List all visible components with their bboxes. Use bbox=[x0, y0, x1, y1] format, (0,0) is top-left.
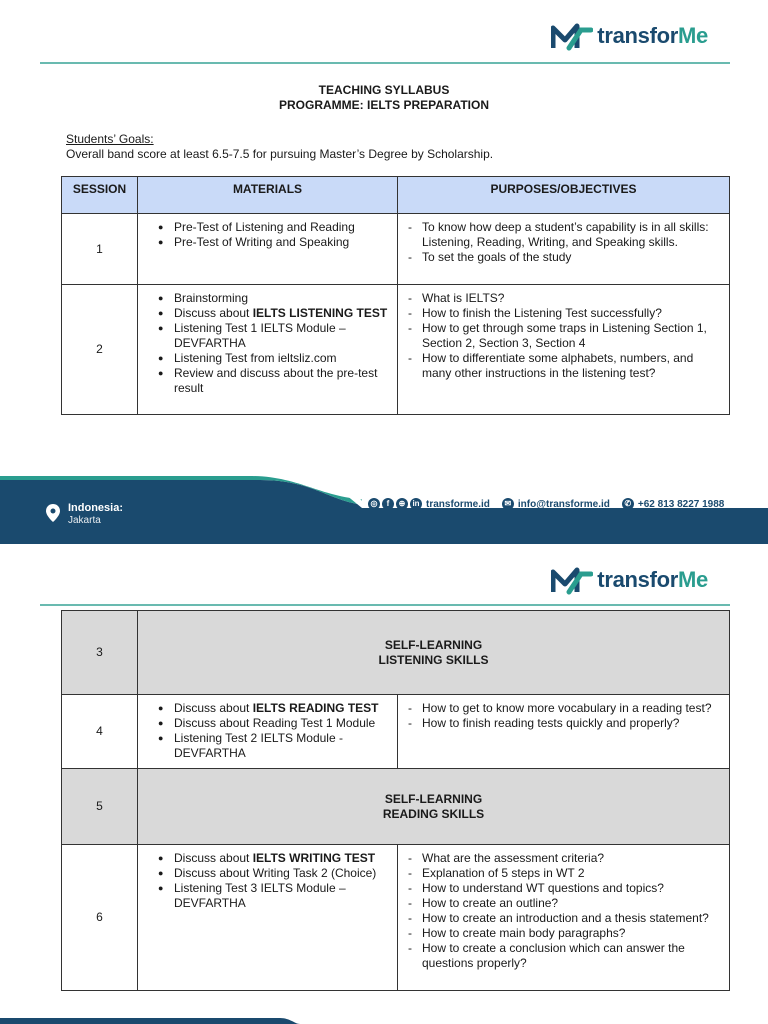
brand-name-accent: Me bbox=[678, 23, 708, 48]
document-page-2 bbox=[0, 544, 768, 1024]
list-item: - How to get to know more vocabulary in a reading test? bbox=[408, 701, 721, 716]
list-item: - How to create an outline? bbox=[408, 896, 721, 911]
list-item: - How to get through some traps in Listening Section 1, Section 2, Section 3, Section 4 bbox=[408, 321, 721, 351]
list-item: ● Discuss about Reading Test 1 Module bbox=[158, 716, 391, 731]
list-item: - How to understand WT questions and topics? bbox=[408, 881, 721, 896]
list-item: - How to finish reading tests quickly and properly? bbox=[408, 716, 721, 731]
location-country: Indonesia: bbox=[68, 502, 124, 514]
list-item: ● Listening Test 3 IELTS Module – DEVFARTHA bbox=[158, 881, 391, 911]
session-number: 3 bbox=[62, 611, 138, 695]
header-objectives: PURPOSES/OBJECTIVES bbox=[398, 177, 730, 214]
self-learning-skill: READING SKILLS bbox=[382, 806, 485, 821]
location-pin-icon bbox=[46, 504, 60, 522]
list-item: ● Listening Test 1 IELTS Module – DEVFARTHA bbox=[158, 321, 391, 351]
list-item-text: Discuss about bbox=[174, 851, 253, 865]
brand-logo bbox=[551, 20, 708, 52]
list-item: - How to differentiate some alphabets, numbers, and many other instructions in the listening test? bbox=[408, 351, 721, 381]
list-item: - To set the goals of the study bbox=[408, 250, 721, 265]
header-divider bbox=[40, 62, 730, 64]
session-number: 6 bbox=[62, 845, 138, 991]
title-line-2: PROGRAMME: IELTS PREPARATION bbox=[279, 98, 489, 112]
list-item-emphasis: IELTS LISTENING TEST bbox=[252, 306, 388, 320]
syllabus-table-part-1 bbox=[61, 176, 730, 415]
brand-name: transfor bbox=[597, 23, 679, 48]
list-item: - What is IELTS? bbox=[408, 291, 721, 306]
self-learning-cell bbox=[138, 611, 730, 695]
objectives-cell bbox=[398, 285, 730, 415]
brand-name: transfor bbox=[597, 567, 679, 592]
header-materials: MATERIALS bbox=[138, 177, 398, 214]
list-item: ● Discuss about Writing Task 2 (Choice) bbox=[158, 866, 391, 881]
table-row bbox=[62, 214, 730, 285]
tm-logo-icon bbox=[551, 564, 593, 596]
phone-number[interactable]: +62 813 8227 1988 bbox=[637, 498, 725, 510]
email-icon: ✉ bbox=[502, 498, 514, 510]
objectives-cell bbox=[398, 845, 730, 991]
email-link[interactable]: info@transforme.id bbox=[517, 498, 610, 510]
session-number: 5 bbox=[62, 769, 138, 845]
list-item: ● Brainstorming bbox=[158, 291, 391, 306]
self-learning-skill: LISTENING SKILLS bbox=[378, 652, 489, 667]
whatsapp-icon: ✆ bbox=[622, 498, 634, 510]
list-item: - How to create main body paragraphs? bbox=[408, 926, 721, 941]
contact-bar bbox=[368, 498, 736, 510]
table-row bbox=[62, 611, 730, 695]
list-item bbox=[158, 306, 391, 321]
table-row bbox=[62, 769, 730, 845]
table-row bbox=[62, 695, 730, 769]
facebook-icon[interactable]: f bbox=[382, 498, 394, 510]
brand-name-accent: Me bbox=[678, 567, 708, 592]
list-item: - Explanation of 5 steps in WT 2 bbox=[408, 866, 721, 881]
social-handle[interactable]: transforme.id bbox=[426, 498, 490, 510]
self-learning-cell bbox=[138, 769, 730, 845]
syllabus-table-part-2 bbox=[61, 610, 730, 991]
bottom-accent-strip bbox=[0, 1018, 300, 1024]
title-line-1: TEACHING SYLLABUS bbox=[318, 83, 450, 97]
list-item: - How to create an introduction and a thesis statement? bbox=[408, 911, 721, 926]
list-item: ● Pre-Test of Listening and Reading bbox=[158, 220, 391, 235]
self-learning-label: SELF-LEARNING bbox=[384, 637, 483, 652]
materials-cell bbox=[138, 285, 398, 415]
list-item: - How to create a conclusion which can answer the questions properly? bbox=[408, 941, 721, 971]
brand-logo bbox=[551, 564, 708, 596]
objectives-cell bbox=[398, 214, 730, 285]
goals-text: Overall band score at least 6.5-7.5 for pursuing Master’s Degree by Scholarship. bbox=[66, 147, 494, 161]
web-icon[interactable]: ⊕ bbox=[396, 498, 408, 510]
location-block bbox=[46, 502, 123, 527]
list-item bbox=[158, 851, 391, 866]
list-item: - What are the assessment criteria? bbox=[408, 851, 721, 866]
students-goals bbox=[66, 132, 493, 162]
list-item-emphasis: IELTS READING TEST bbox=[252, 701, 379, 715]
materials-cell bbox=[138, 845, 398, 991]
list-item: ● Pre-Test of Writing and Speaking bbox=[158, 235, 391, 250]
self-learning-label: SELF-LEARNING bbox=[384, 791, 483, 806]
list-item: - To know how deep a student’s capability is in all skills: Listening, Reading, Writing, and Speaking skills. bbox=[408, 220, 721, 250]
list-item-text: Discuss about bbox=[174, 701, 253, 715]
tm-logo-icon bbox=[551, 20, 593, 52]
table-row bbox=[62, 845, 730, 991]
list-item: - How to finish the Listening Test successfully? bbox=[408, 306, 721, 321]
table-row bbox=[62, 285, 730, 415]
page-footer bbox=[0, 476, 768, 544]
header-session: SESSION bbox=[62, 177, 138, 214]
session-number: 2 bbox=[62, 285, 138, 415]
goals-label: Students’ Goals: bbox=[66, 132, 154, 146]
list-item-emphasis: IELTS WRITING TEST bbox=[252, 851, 376, 865]
list-item: ● Listening Test from ieltsliz.com bbox=[158, 351, 391, 366]
linkedin-icon[interactable]: in bbox=[410, 498, 422, 510]
list-item: ● Review and discuss about the pre-test result bbox=[158, 366, 391, 396]
header-divider bbox=[40, 604, 730, 606]
objectives-cell bbox=[398, 695, 730, 769]
table-header-row bbox=[62, 177, 730, 214]
session-number: 1 bbox=[62, 214, 138, 285]
location-city: Jakarta bbox=[68, 515, 101, 526]
list-item: ● Listening Test 2 IELTS Module - DEVFARTHA bbox=[158, 731, 391, 761]
materials-cell bbox=[138, 214, 398, 285]
instagram-icon[interactable]: ◎ bbox=[368, 498, 380, 510]
list-item-text: Discuss about bbox=[174, 306, 253, 320]
session-number: 4 bbox=[62, 695, 138, 769]
list-item bbox=[158, 701, 391, 716]
materials-cell bbox=[138, 695, 398, 769]
document-title bbox=[0, 83, 768, 113]
